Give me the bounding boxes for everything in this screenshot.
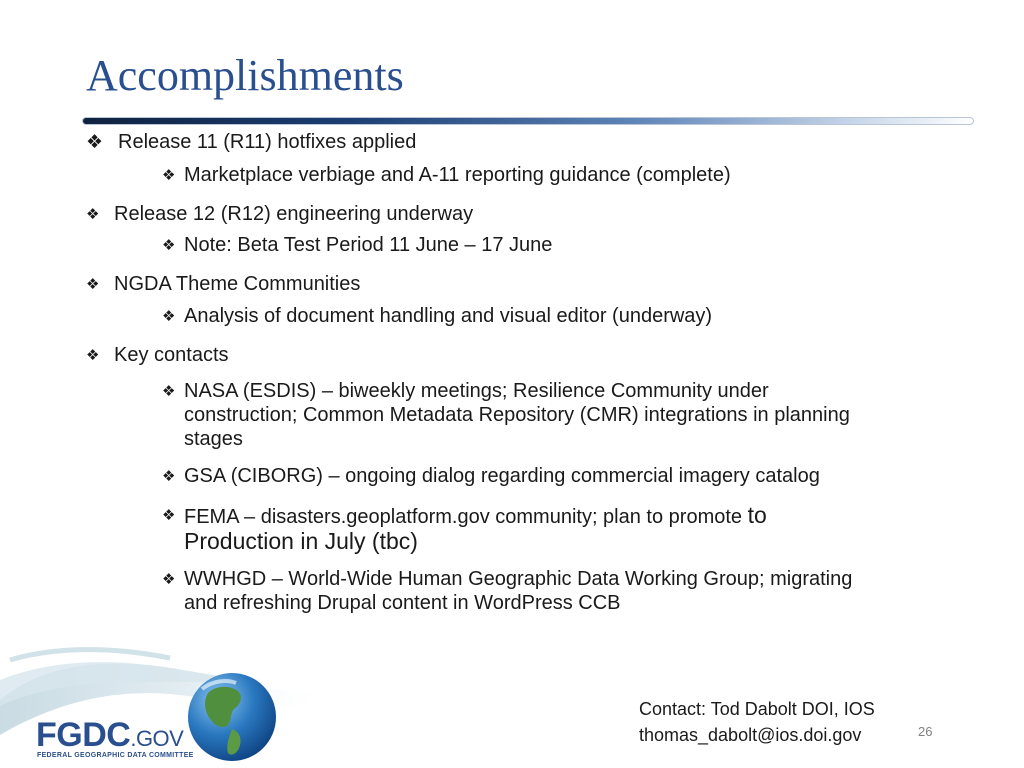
sub-bullet-text: Note: Beta Test Period 11 June – 17 June	[184, 234, 553, 256]
slide-title: Accomplishments	[86, 51, 404, 100]
title-divider	[82, 117, 974, 125]
diamond-bullet-icon: ❖	[86, 275, 100, 293]
sub-bullet-nasa	[162, 379, 862, 451]
sub-bullet-text: Marketplace verbiage and A-11 reporting guidance (complete)	[184, 164, 731, 186]
diamond-bullet-icon: ❖	[162, 307, 176, 325]
diamond-bullet-icon: ❖	[162, 236, 176, 254]
diamond-bullet-icon: ❖	[162, 506, 176, 524]
diamond-bullet-icon: ❖	[86, 131, 104, 153]
sub-bullet-text: GSA (CIBORG) – ongoing dialog regarding commercial imagery catalog	[184, 465, 820, 487]
sub-bullet-text: FEMA – disasters.geoplatform.gov community; plan to promote to Production in July (tbc)	[184, 502, 767, 554]
diamond-bullet-icon: ❖	[162, 166, 176, 184]
bullet-text: Release 11 (R11) hotfixes applied	[118, 131, 417, 153]
diamond-bullet-icon: ❖	[86, 205, 100, 223]
diamond-bullet-icon: ❖	[162, 382, 176, 400]
bullet-release-12	[86, 202, 473, 226]
fgdc-logo: FGDC.GOV	[36, 716, 184, 754]
bullet-ngda	[86, 272, 360, 296]
bullet-text: Release 12 (R12) engineering underway	[114, 203, 474, 225]
sub-bullet-marketplace	[162, 163, 922, 187]
fema-emphasis-text: to Production in July (tbc)	[184, 502, 767, 554]
sub-bullet-wwhgd	[162, 567, 862, 615]
bullet-text: NGDA Theme Communities	[114, 273, 361, 295]
bullet-text: Key contacts	[114, 344, 229, 366]
sub-bullet-gsa	[162, 464, 922, 488]
fgdc-logo-subtitle: FEDERAL GEOGRAPHIC DATA COMMITTEE	[37, 752, 194, 759]
sub-bullet-text: WWHGD – World-Wide Human Geographic Data Working Group; migrating and refreshing Drupal content in WordPress CCB	[184, 568, 853, 614]
sub-bullet-text: NASA (ESDIS) – biweekly meetings; Resilience Community under construction; Common Metadata Repository (CMR) integrations in planning stages	[184, 380, 850, 450]
contact-name: Contact: Tod Dabolt DOI, IOS	[639, 699, 875, 719]
page-number: 26	[918, 724, 933, 739]
bullet-release-11	[86, 130, 416, 154]
diamond-bullet-icon: ❖	[162, 570, 176, 588]
sub-bullet-beta-test	[162, 233, 922, 257]
contact-info	[639, 696, 875, 748]
sub-bullet-analysis	[162, 304, 922, 328]
contact-email: thomas_dabolt@ios.doi.gov	[639, 725, 862, 745]
globe-icon	[186, 671, 278, 763]
sub-bullet-fema	[162, 503, 862, 555]
bullet-key-contacts	[86, 343, 229, 367]
diamond-bullet-icon: ❖	[162, 467, 176, 485]
diamond-bullet-icon: ❖	[86, 346, 100, 364]
sub-bullet-text: Analysis of document handling and visual editor (underway)	[184, 305, 713, 327]
